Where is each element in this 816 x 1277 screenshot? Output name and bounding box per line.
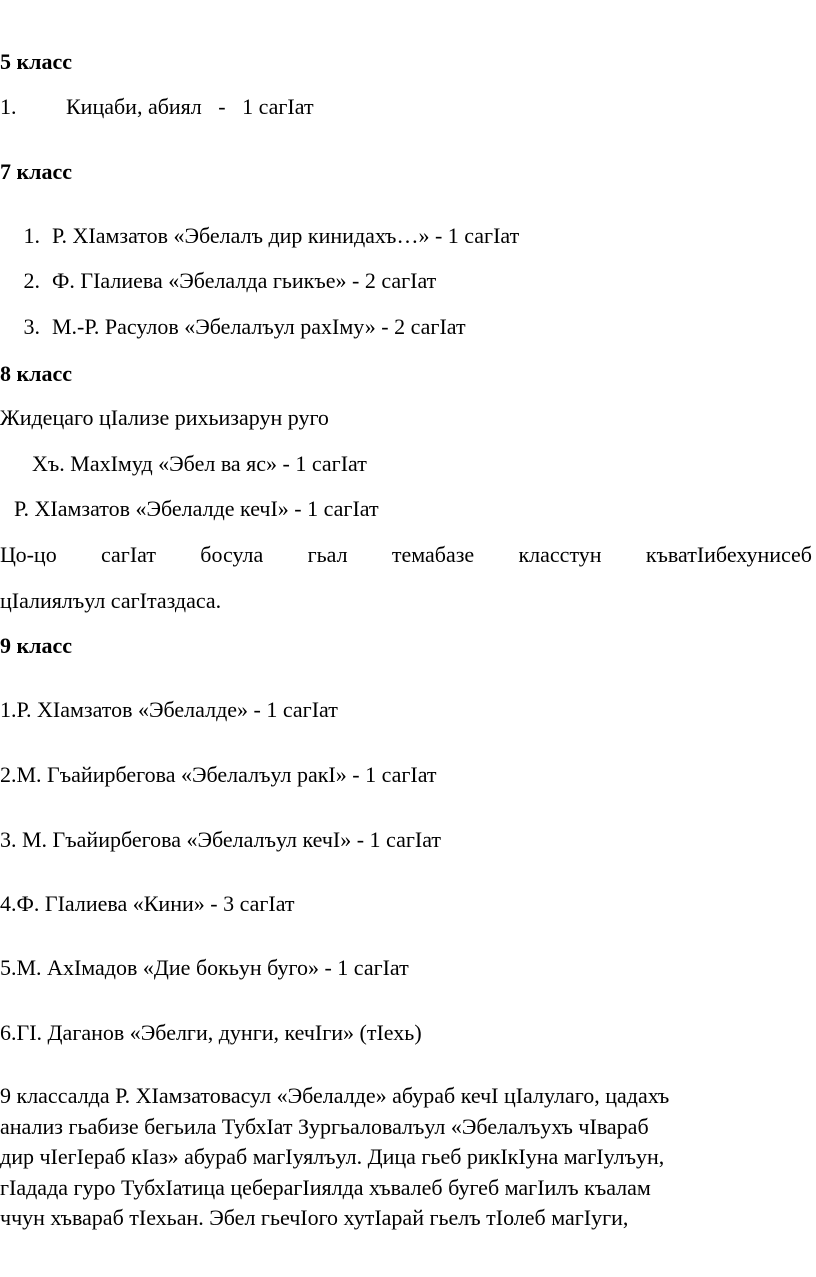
- list-item-text: Р. ХIамзатов «Эбелалъ дир кинидахъ…» - 1 сагIат: [52, 223, 520, 248]
- word: класстун: [518, 542, 602, 567]
- grade-5-item: [0, 92, 314, 122]
- closing-paragraph: [0, 1081, 816, 1234]
- grade-9-heading: 9 класс: [0, 633, 73, 658]
- grade-9-item: 2.М. Гъайирбегова «Эбелалъул ракI» - 1 сагIат: [0, 762, 437, 787]
- list-number: 2.: [23, 268, 40, 293]
- grade-7-item: [12, 266, 436, 296]
- grade-9-item: 6.ГI. Даганов «Эбелги, дунги, кечIги» (тIехь): [0, 1020, 422, 1045]
- list-item-text: Ф. ГIалиева «Эбелалда гьикъе» - 2 сагIат: [52, 268, 437, 293]
- grade-7-item: [12, 221, 519, 251]
- list-item-text: Кицаби, абиял - 1 сагIат: [66, 94, 314, 119]
- grade-9-item: 4.Ф. ГIалиева «Кини» - 3 сагIат: [0, 891, 295, 916]
- list-item-text: М.-Р. Расулов «Эбелалъул рахIму» - 2 сагIат: [52, 314, 466, 339]
- grade-8-note-line-1: [0, 540, 812, 570]
- grade-8-note-line-2: цIалиялъул сагIтаздаса.: [0, 588, 222, 613]
- word: сагIат: [101, 542, 156, 567]
- word: гьал: [307, 542, 348, 567]
- grade-8-item: Р. ХIамзатов «Эбелалде кечI» - 1 сагIат: [14, 496, 379, 521]
- word: къватIибехунисеб: [645, 542, 812, 567]
- list-number: 1.: [0, 94, 17, 119]
- grade-8-heading: 8 класс: [0, 361, 73, 386]
- grade-8-item: Хъ. МахIмуд «Эбел ва яс» - 1 сагIат: [32, 451, 367, 476]
- list-number: 3.: [23, 314, 40, 339]
- grade-8-intro: Жидецаго цIализе рихьизарун руго: [0, 405, 329, 430]
- grade-9-item: 3. М. Гъайирбегова «Эбелалъул кечI» - 1 сагIат: [0, 827, 441, 852]
- paragraph-line: анализ гьабизе бегьила ТубхIат Зургьаловалъул «Эбелалъухъ чIвараб: [0, 1113, 649, 1139]
- paragraph-line: гIадада гуро ТубхIатица цеберагIиялда хъвалеб бугеб магIилъ къалам: [0, 1174, 651, 1200]
- grade-5-heading: 5 класс: [0, 49, 73, 74]
- grade-7-item: [12, 312, 466, 342]
- word: Цо-цо: [0, 542, 57, 567]
- grade-7-heading: 7 класс: [0, 159, 73, 184]
- list-number: 1.: [23, 223, 40, 248]
- word: босула: [200, 542, 264, 567]
- word: темабазе: [391, 542, 475, 567]
- paragraph-line: ччун хъвараб тIехьан. Эбел гьечIого хутIарай гьелъ тIолеб магIуги,: [0, 1205, 629, 1230]
- paragraph-line: 9 классалда Р. ХIамзатовасул «Эбелалде» абураб кечI цIалулаго, цадахъ: [0, 1083, 670, 1108]
- grade-9-item: 1.Р. ХIамзатов «Эбелалде» - 1 сагIат: [0, 697, 338, 722]
- grade-9-item: 5.М. АхIмадов «Дие бокьун буго» - 1 сагIат: [0, 955, 409, 980]
- paragraph-line: дир чIегIераб кIаз» абураб магIуялъул. Дица гьеб рикIкIуна магIулъун,: [0, 1144, 665, 1169]
